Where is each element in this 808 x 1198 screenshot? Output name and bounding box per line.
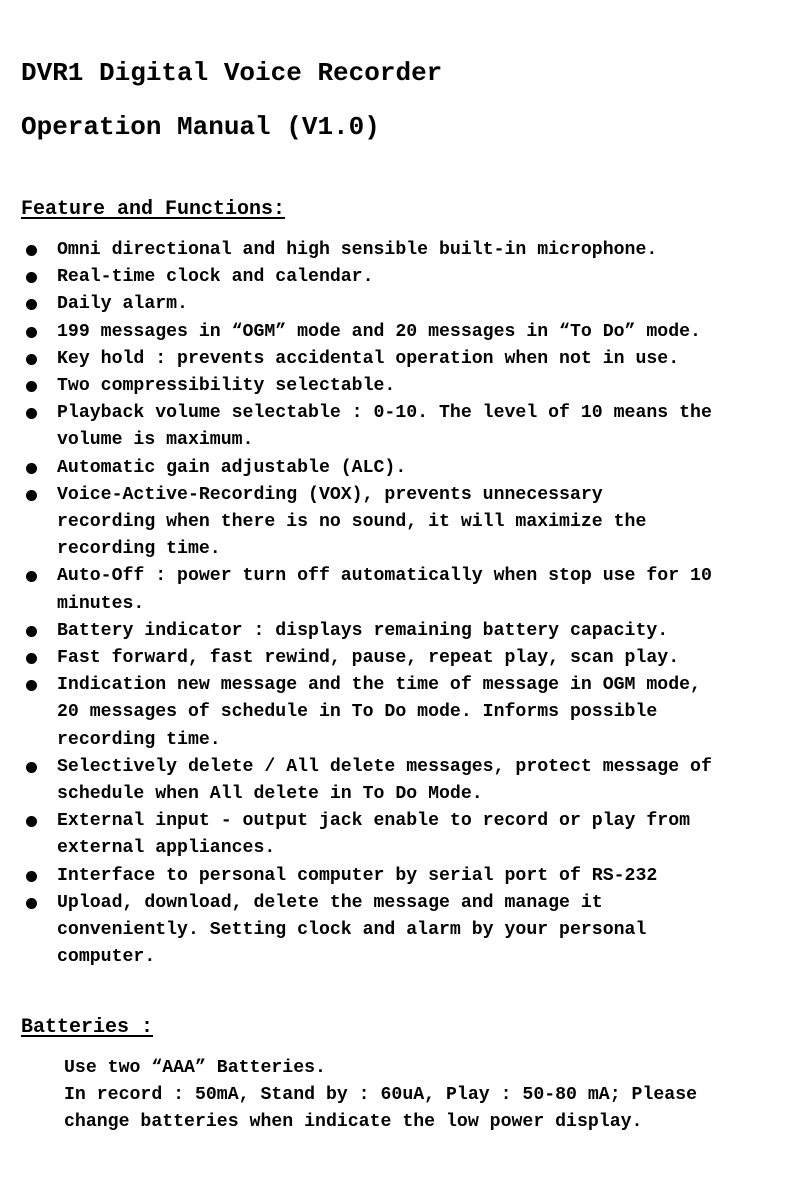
list-item [0, 563, 797, 617]
feature-text: Daily alarm. [57, 294, 188, 315]
feature-text: External input - output jack enable to record or play from external appliances. [57, 811, 691, 859]
feature-text: Key hold : prevents accidental operation when not in use. [57, 348, 680, 369]
document-title: DVR1 Digital Voice Recorder [21, 58, 443, 88]
feature-text: Fast forward, fast rewind, pause, repeat play, scan play. [57, 648, 680, 669]
list-item [0, 754, 797, 808]
list-item [0, 808, 797, 862]
list-item [0, 455, 797, 482]
feature-text: Interface to personal computer by serial port of RS-232 [57, 865, 658, 886]
list-item [0, 346, 797, 373]
feature-text: Playback volume selectable : 0-10. The level of 10 means the volume is maximum. [57, 403, 712, 451]
features-heading: Feature and Functions: [21, 198, 286, 221]
bullet-icon [26, 463, 37, 474]
bullet-icon [26, 299, 37, 310]
feature-text: Upload, download, delete the message and manage it conveniently. Setting clock and alarm by your personal computer. [57, 892, 647, 968]
feature-text: Auto-Off : power turn off automatically when stop use for 10 minutes. [57, 566, 712, 614]
features-list [0, 237, 808, 971]
list-item [0, 319, 797, 346]
bullet-icon [26, 245, 37, 256]
bullet-icon [26, 408, 37, 419]
bullet-icon [26, 680, 37, 691]
list-item [0, 618, 797, 645]
list-item [0, 373, 797, 400]
list-item [0, 237, 797, 264]
bullet-icon [26, 354, 37, 365]
bullet-icon [26, 762, 37, 773]
feature-text: Selectively delete / All delete messages, protect message of schedule when All delete in To Do Mode. [57, 756, 712, 805]
list-item [0, 672, 797, 754]
bullet-icon [26, 571, 37, 582]
feature-text: 199 messages in “OGM” mode and 20 messages in “To Do” mode. [57, 321, 701, 342]
list-item [0, 291, 797, 318]
bullet-icon [26, 871, 37, 882]
feature-text: Real-time clock and calendar. [57, 267, 374, 288]
bullet-icon [26, 327, 37, 338]
bullet-icon [26, 490, 37, 501]
bullet-icon [26, 816, 37, 827]
list-item [0, 863, 797, 890]
bullet-icon [26, 626, 37, 637]
bullet-icon [26, 898, 37, 909]
batteries-heading: Batteries : [21, 1016, 154, 1039]
battery-type-text: Use two “AAA” Batteries. [64, 1058, 326, 1078]
list-item [0, 264, 797, 291]
list-item [0, 400, 797, 454]
bullet-icon [26, 653, 37, 664]
list-item [0, 890, 797, 972]
bullet-icon [26, 272, 37, 283]
battery-consumption-text: In record : 50mA, Stand by : 60uA, Play : 50-80 mA; Please change batteries when indicate the low power display. [64, 1085, 698, 1133]
feature-text: Omni directional and high sensible built-in microphone. [57, 240, 658, 260]
feature-text: Two compressibility selectable. [57, 376, 396, 397]
feature-text: Indication new message and the time of message in OGM mode, 20 messages of schedule in To Do mode. Informs possible recording time. [57, 675, 701, 750]
list-item [0, 645, 797, 672]
batteries-section [64, 1055, 799, 1137]
feature-text: Battery indicator : displays remaining battery capacity. [57, 620, 669, 641]
feature-text: Voice-Active-Recording (VOX), prevents unnecessary recording when there is no sound, it will maximize the recording time. [57, 484, 647, 560]
list-item [0, 482, 797, 564]
document-subtitle: Operation Manual (V1.0) [21, 112, 380, 142]
bullet-icon [26, 381, 37, 392]
feature-text: Automatic gain adjustable (ALC). [57, 457, 407, 478]
